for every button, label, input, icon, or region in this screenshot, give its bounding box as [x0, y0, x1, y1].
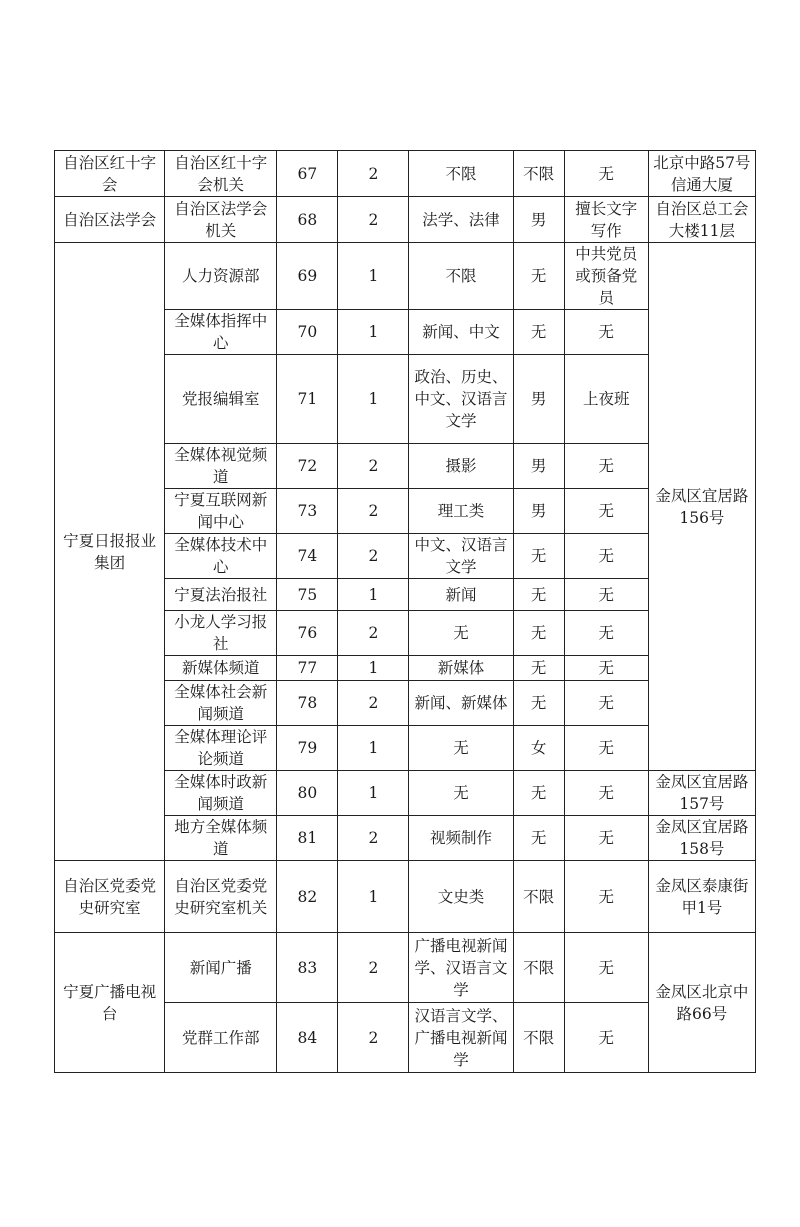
department-cell: 党报编辑室: [165, 355, 277, 444]
position-code-cell: 75: [277, 579, 338, 611]
position-code-cell: 78: [277, 681, 338, 726]
department-cell: 新媒体频道: [165, 656, 277, 681]
position-code-cell: 82: [277, 861, 338, 933]
department-cell: 新闻广播: [165, 933, 277, 1003]
department-cell: 全媒体社会新闻频道: [165, 681, 277, 726]
department-cell: 自治区党委党史研究室机关: [165, 861, 277, 933]
gender-cell: 无: [513, 611, 564, 656]
position-code-cell: 68: [277, 197, 338, 243]
headcount-cell: 1: [338, 579, 409, 611]
gender-cell: 无: [513, 656, 564, 681]
gender-cell: 男: [513, 444, 564, 489]
headcount-cell: 2: [338, 1003, 409, 1073]
headcount-cell: 2: [338, 534, 409, 579]
gender-cell: 女: [513, 726, 564, 771]
table-row: [55, 151, 756, 197]
headcount-cell: 2: [338, 444, 409, 489]
other-requirement-cell: 无: [564, 310, 648, 355]
major-cell: 新闻: [409, 579, 513, 611]
headcount-cell: 2: [338, 197, 409, 243]
other-requirement-cell: 无: [564, 771, 648, 816]
gender-cell: 无: [513, 579, 564, 611]
position-code-cell: 67: [277, 151, 338, 197]
other-requirement-cell: 无: [564, 611, 648, 656]
department-cell: 自治区红十字会机关: [165, 151, 277, 197]
department-cell: 宁夏法治报社: [165, 579, 277, 611]
department-cell: 党群工作部: [165, 1003, 277, 1073]
other-requirement-cell: 无: [564, 151, 648, 197]
position-code-cell: 72: [277, 444, 338, 489]
address-cell: 自治区总工会大楼11层: [648, 197, 755, 243]
recruitment-table: [54, 150, 756, 1073]
major-cell: 无: [409, 726, 513, 771]
major-cell: 不限: [409, 151, 513, 197]
position-code-cell: 77: [277, 656, 338, 681]
other-requirement-cell: 无: [564, 861, 648, 933]
major-cell: 法学、法律: [409, 197, 513, 243]
other-requirement-cell: 无: [564, 681, 648, 726]
gender-cell: 不限: [513, 1003, 564, 1073]
table-row: [55, 197, 756, 243]
table-row: [55, 933, 756, 1003]
other-requirement-cell: 无: [564, 579, 648, 611]
headcount-cell: 2: [338, 151, 409, 197]
position-code-cell: 79: [277, 726, 338, 771]
gender-cell: 不限: [513, 933, 564, 1003]
department-cell: 全媒体指挥中心: [165, 310, 277, 355]
department-cell: 宁夏互联网新闻中心: [165, 489, 277, 534]
gender-cell: 不限: [513, 151, 564, 197]
address-cell: 北京中路57号信通大厦: [648, 151, 755, 197]
major-cell: 视频制作: [409, 816, 513, 861]
major-cell: 汉语言文学、广播电视新闻学: [409, 1003, 513, 1073]
address-cell: 金凤区宜居路157号: [648, 771, 755, 816]
address-cell: 金凤区泰康街甲1号: [648, 861, 755, 933]
other-requirement-cell: 无: [564, 816, 648, 861]
address-cell: 金凤区宜居路158号: [648, 816, 755, 861]
department-cell: 人力资源部: [165, 243, 277, 310]
major-cell: 政治、历史、中文、汉语言文学: [409, 355, 513, 444]
table-row: [55, 243, 756, 310]
other-requirement-cell: 无: [564, 726, 648, 771]
position-code-cell: 71: [277, 355, 338, 444]
major-cell: 中文、汉语言文学: [409, 534, 513, 579]
position-code-cell: 69: [277, 243, 338, 310]
department-cell: 全媒体时政新闻频道: [165, 771, 277, 816]
headcount-cell: 2: [338, 933, 409, 1003]
major-cell: 摄影: [409, 444, 513, 489]
unit-cell: 自治区法学会: [55, 197, 165, 243]
gender-cell: 无: [513, 681, 564, 726]
position-code-cell: 70: [277, 310, 338, 355]
gender-cell: 男: [513, 355, 564, 444]
department-cell: 地方全媒体频道: [165, 816, 277, 861]
other-requirement-cell: 上夜班: [564, 355, 648, 444]
department-cell: 全媒体视觉频道: [165, 444, 277, 489]
other-requirement-cell: 中共党员或预备党员: [564, 243, 648, 310]
address-cell: 金凤区北京中路66号: [648, 933, 755, 1073]
major-cell: 不限: [409, 243, 513, 310]
other-requirement-cell: 无: [564, 444, 648, 489]
table-row: [55, 861, 756, 933]
position-code-cell: 84: [277, 1003, 338, 1073]
unit-cell: 宁夏日报报业集团: [55, 243, 165, 861]
unit-cell: 宁夏广播电视台: [55, 933, 165, 1073]
other-requirement-cell: 无: [564, 489, 648, 534]
headcount-cell: 2: [338, 816, 409, 861]
headcount-cell: 1: [338, 861, 409, 933]
department-cell: 全媒体技术中心: [165, 534, 277, 579]
unit-cell: 自治区党委党史研究室: [55, 861, 165, 933]
headcount-cell: 2: [338, 611, 409, 656]
major-cell: 理工类: [409, 489, 513, 534]
major-cell: 文史类: [409, 861, 513, 933]
headcount-cell: 2: [338, 489, 409, 534]
position-code-cell: 73: [277, 489, 338, 534]
major-cell: 新媒体: [409, 656, 513, 681]
position-code-cell: 83: [277, 933, 338, 1003]
major-cell: 无: [409, 611, 513, 656]
major-cell: 新闻、新媒体: [409, 681, 513, 726]
gender-cell: 无: [513, 243, 564, 310]
department-cell: 全媒体理论评论频道: [165, 726, 277, 771]
position-code-cell: 80: [277, 771, 338, 816]
gender-cell: 男: [513, 197, 564, 243]
headcount-cell: 1: [338, 771, 409, 816]
gender-cell: 无: [513, 534, 564, 579]
headcount-cell: 1: [338, 310, 409, 355]
position-code-cell: 74: [277, 534, 338, 579]
unit-cell: 自治区红十字会: [55, 151, 165, 197]
headcount-cell: 1: [338, 243, 409, 310]
gender-cell: 无: [513, 310, 564, 355]
headcount-cell: 1: [338, 726, 409, 771]
headcount-cell: 1: [338, 355, 409, 444]
other-requirement-cell: 无: [564, 534, 648, 579]
department-cell: 自治区法学会机关: [165, 197, 277, 243]
other-requirement-cell: 无: [564, 656, 648, 681]
other-requirement-cell: 无: [564, 1003, 648, 1073]
gender-cell: 不限: [513, 861, 564, 933]
address-cell: 金凤区宜居路156号: [648, 243, 755, 771]
headcount-cell: 2: [338, 681, 409, 726]
department-cell: 小龙人学习报社: [165, 611, 277, 656]
gender-cell: 男: [513, 489, 564, 534]
position-code-cell: 81: [277, 816, 338, 861]
other-requirement-cell: 擅长文字写作: [564, 197, 648, 243]
headcount-cell: 1: [338, 656, 409, 681]
major-cell: 无: [409, 771, 513, 816]
major-cell: 新闻、中文: [409, 310, 513, 355]
gender-cell: 无: [513, 771, 564, 816]
major-cell: 广播电视新闻学、汉语言文学: [409, 933, 513, 1003]
other-requirement-cell: 无: [564, 933, 648, 1003]
position-code-cell: 76: [277, 611, 338, 656]
gender-cell: 无: [513, 816, 564, 861]
